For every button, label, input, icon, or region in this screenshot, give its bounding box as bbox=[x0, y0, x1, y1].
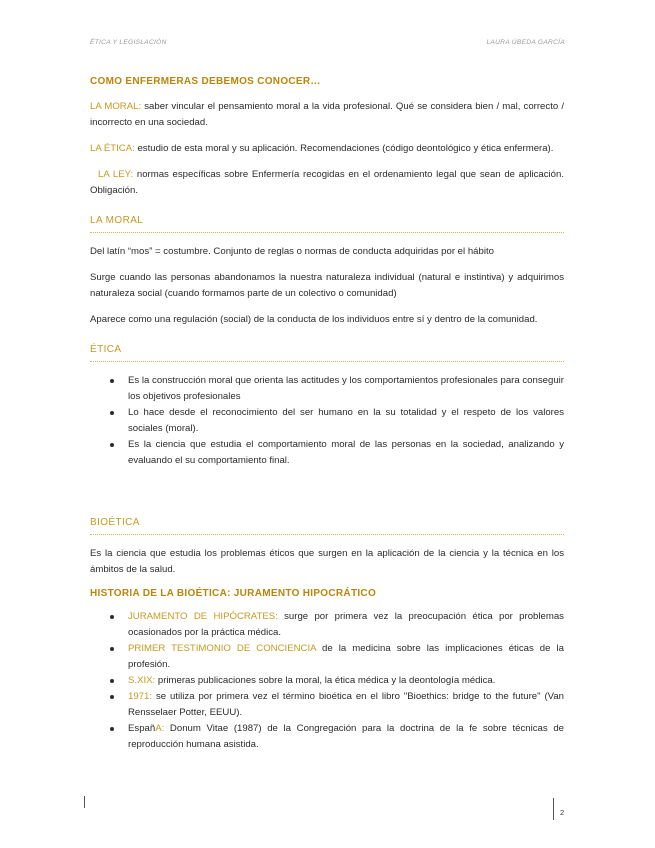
historia-item-label: A: bbox=[155, 723, 165, 734]
etica-bullet-text: Es la construcción moral que orienta las actitudes y los comportamientos profesionales para conseguir los objetivos profesionales bbox=[128, 375, 564, 402]
bullet-icon bbox=[110, 727, 114, 731]
section-title-bioetica: BIOÉTICA bbox=[90, 515, 564, 535]
list-item bbox=[90, 437, 564, 469]
bullet-icon bbox=[110, 411, 114, 415]
bullet-icon bbox=[110, 695, 114, 699]
list-item bbox=[90, 609, 564, 641]
historia-item-label: S.XIX: bbox=[128, 675, 156, 686]
header-right: LAURA ÚBEDA GARCÍA bbox=[486, 39, 565, 46]
intro-moral bbox=[90, 99, 564, 131]
bullet-icon bbox=[110, 615, 114, 619]
historia-item-label-plain: Españ bbox=[128, 723, 156, 734]
list-item bbox=[90, 641, 564, 673]
historia-list bbox=[90, 609, 564, 753]
section-title-etica: ÉTICA bbox=[90, 342, 564, 362]
etica-list bbox=[90, 373, 564, 469]
list-item bbox=[90, 373, 564, 405]
bioetica-paragraph: Es la ciencia que estudia los problemas éticos que surgen en la aplicación de la ciencia y la técnica en los ámbitos de la salud. bbox=[90, 548, 564, 575]
list-item bbox=[90, 405, 564, 437]
bullet-icon bbox=[110, 443, 114, 447]
header-left: ÉTICA Y LEGISLACIÓN bbox=[90, 39, 167, 46]
page-content bbox=[90, 74, 564, 763]
historia-item-text: primeras publicaciones sobre la moral, la ética médica y la deontología médica. bbox=[155, 675, 496, 686]
footer-left-rule bbox=[84, 796, 85, 808]
etica-bullet-text: Es la ciencia que estudia el comportamiento moral de las personas en la sociedad, analizando y evaluando el su comportamiento final. bbox=[128, 439, 564, 466]
page-number: 2 bbox=[560, 808, 565, 817]
intro-etica-label: LA ÉTICA: bbox=[90, 143, 135, 154]
etica-bullet-text: Lo hace desde el reconocimiento del ser humano en la su totalidad y el respeto de los valores sociales (moral). bbox=[128, 407, 564, 434]
intro-moral-label: LA MORAL: bbox=[90, 101, 142, 112]
moral-paragraph: Aparece como una regulación (social) de la conducta de los individuos entre sí y dentro de la comunidad. bbox=[90, 314, 538, 325]
historia-item-label: JURAMENTO DE HIPÓCRATES: bbox=[128, 611, 278, 622]
historia-item-text: surge por primera vez la preocupación ética por problemas ocasionados por la práctica médica. bbox=[128, 611, 564, 638]
list-item bbox=[90, 689, 564, 721]
historia-item-label: 1971: bbox=[128, 691, 153, 702]
intro-ley bbox=[90, 167, 564, 199]
bullet-icon bbox=[110, 679, 114, 683]
historia-item-text: de la medicina sobre las implicaciones éticas de la profesión. bbox=[128, 643, 564, 670]
historia-item-text: Donum Vitae (1987) de la Congregación para la doctrina de la fe sobre técnicas de reproducción humana asistida. bbox=[128, 723, 564, 750]
intro-ley-label: LA LEY: bbox=[98, 169, 134, 180]
footer-right-rule bbox=[553, 798, 554, 820]
historia-heading: HISTORIA DE LA BIOÉTICA: JURAMENTO HIPOCRÁTICO bbox=[90, 588, 377, 599]
bullet-icon bbox=[110, 647, 114, 651]
historia-item-label: PRIMER TESTIMONIO DE CONCIENCIA bbox=[128, 643, 316, 654]
moral-paragraph: Del latín “mos” = costumbre. Conjunto de reglas o normas de conducta adquiridas por el hábito bbox=[90, 246, 494, 257]
historia-item-text: se utiliza por primera vez el término bioética en el libro "Bioethics: bridge to the future" (Van Rensselaer Potter, EEUU). bbox=[128, 691, 564, 718]
bullet-icon bbox=[110, 379, 114, 383]
moral-paragraph: Surge cuando las personas abandonamos la nuestra naturaleza individual (natural e instintiva) y adquirimos naturaleza social (cuando formamos parte de un colectivo o comunidad) bbox=[90, 272, 564, 299]
intro-moral-text: saber vincular el pensamiento moral a la vida profesional. Qué se considera bien / mal, correcto / incorrecto en una sociedad. bbox=[90, 101, 564, 128]
list-item bbox=[90, 721, 564, 753]
intro-etica-text: estudio de esta moral y su aplicación. Recomendaciones (código deontológico y ética enfermera). bbox=[134, 143, 554, 154]
intro-etica bbox=[90, 141, 564, 157]
section-title-moral: LA MORAL bbox=[90, 213, 564, 233]
intro-ley-text: normas específicas sobre Enfermería recogidas en el ordenamiento legal que sean de aplicación. Obligación. bbox=[90, 169, 565, 196]
intro-heading: COMO ENFERMERAS DEBEMOS CONOCER… bbox=[90, 76, 321, 87]
list-item bbox=[90, 673, 564, 689]
